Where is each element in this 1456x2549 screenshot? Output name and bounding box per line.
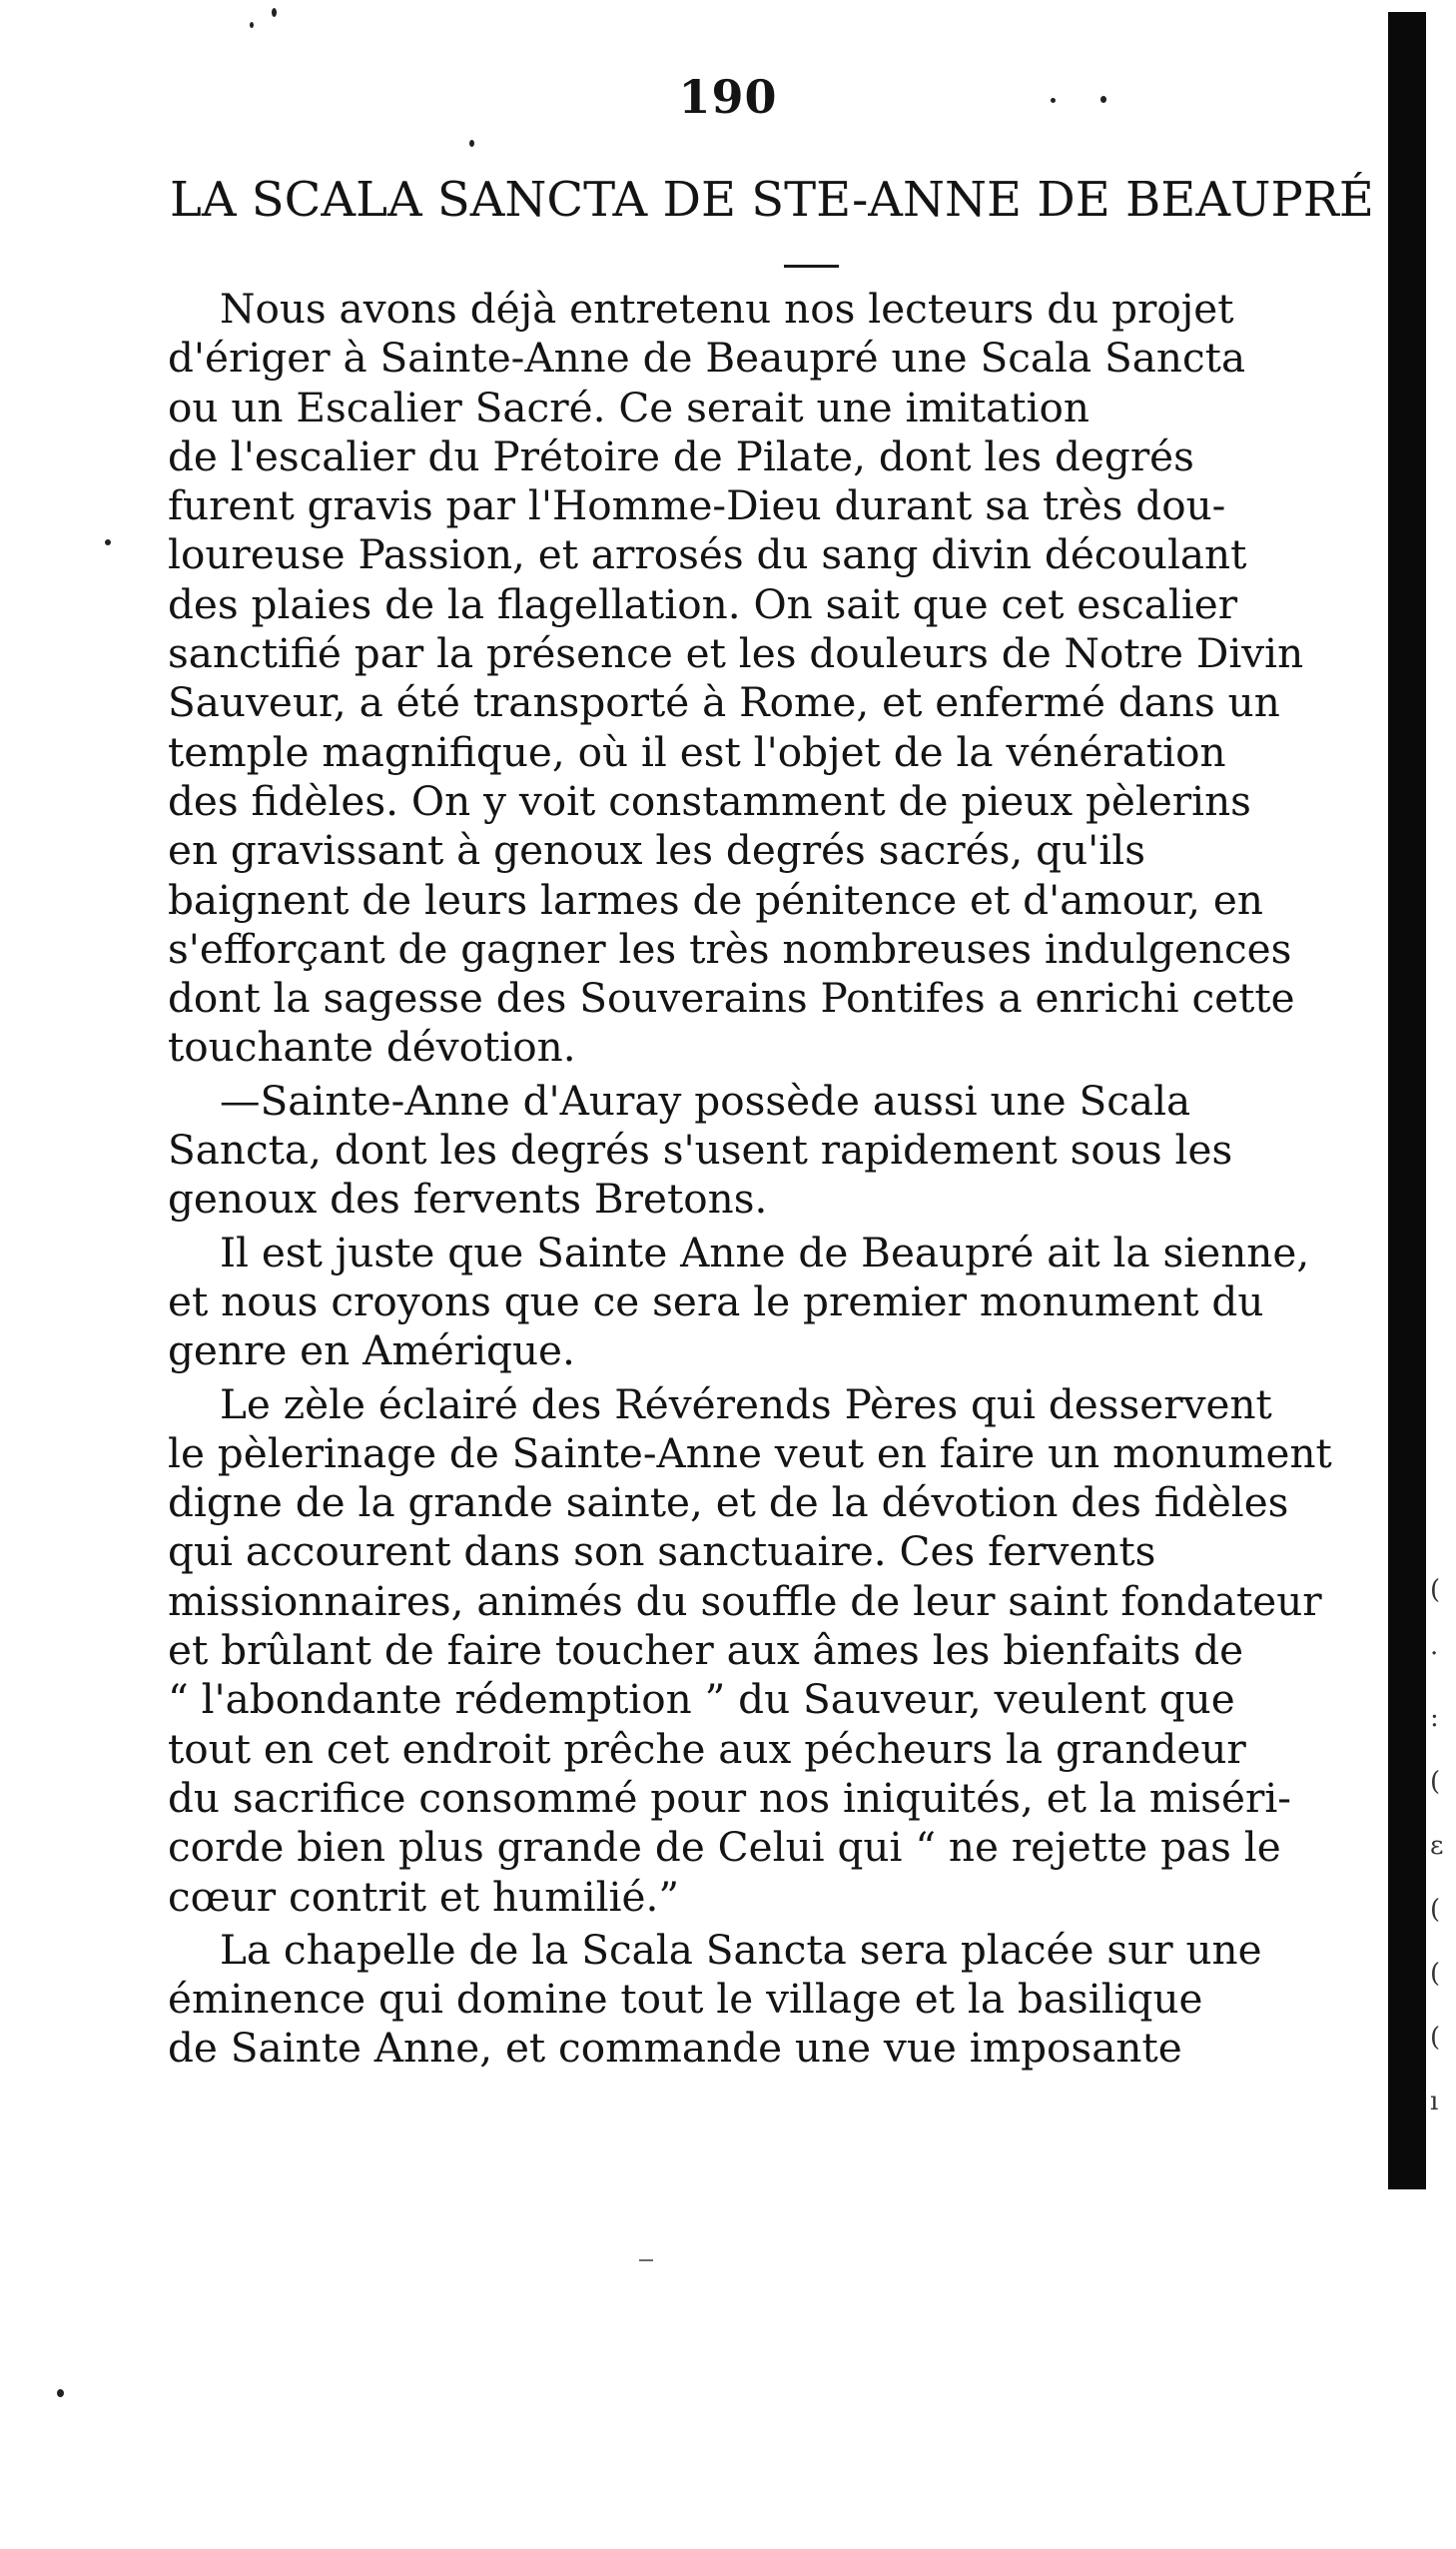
paragraph-1 [168, 285, 1388, 1073]
title-divider [784, 265, 839, 268]
ink-speck [1100, 96, 1106, 103]
paragraph-4 [168, 1380, 1388, 1922]
text-line: corde bien plus grande de Celui qui “ ne rejette pas le [168, 1823, 1281, 1872]
text-line: La chapelle de la Scala Sancta sera placée sur une [220, 1925, 1262, 1974]
ink-speck [105, 539, 111, 545]
article-body [168, 285, 1388, 2078]
text-line: des plaies de la flagellation. On sait que cet escalier [168, 579, 1238, 628]
text-line: genre en Amérique. [168, 1326, 575, 1375]
text-line: cœur contrit et humilié.” [168, 1872, 680, 1921]
text-line: Sauveur, a été transporté à Rome, et enfermé dans un [168, 678, 1280, 727]
text-line: baignent de leurs larmes de pénitence et d'amour, en [168, 875, 1263, 924]
text-line: digne de la grande sainte, et de la dévotion des fidèles [168, 1478, 1289, 1527]
text-line: touchante dévotion. [168, 1023, 576, 1072]
text-line: sanctifié par la présence et les douleurs de Notre Divin [168, 629, 1304, 678]
text-line: ou un Escalier Sacré. Ce serait une imitation [168, 383, 1090, 431]
text-line: loureuse Passion, et arrosés du sang divin découlant [168, 530, 1247, 579]
text-line: “ l'abondante rédemption ” du Sauveur, veulent que [168, 1675, 1235, 1724]
ink-speck [469, 140, 474, 147]
page-edge-shadow [1388, 12, 1426, 2189]
ink-speck [1051, 98, 1056, 103]
bottom-mark [639, 2259, 653, 2261]
paragraph-3 [168, 1229, 1388, 1376]
page-number: 190 [678, 70, 778, 124]
text-line: temple magnifique, où il est l'objet de la vénération [168, 727, 1226, 776]
text-line: Nous avons déjà entretenu nos lecteurs du projet [220, 285, 1234, 333]
text-line: et nous croyons que ce sera le premier monument du [168, 1276, 1264, 1325]
text-line: s'efforçant de gagner les très nombreuses indulgences [168, 924, 1292, 973]
ink-speck [250, 22, 254, 28]
text-line: éminence qui domine tout le village et la basilique [168, 1975, 1203, 2024]
text-line: genoux des fervents Bretons. [168, 1175, 768, 1224]
text-line: le pèlerinage de Sainte-Anne veut en faire un monument [168, 1428, 1332, 1477]
text-line: d'ériger à Sainte-Anne de Beaupré une Scala Sancta [168, 334, 1246, 383]
paragraph-5 [168, 1926, 1388, 2074]
text-line: du sacrifice consommé pour nos iniquités, et la miséri- [168, 1773, 1291, 1822]
text-line: tout en cet endroit prêche aux pécheurs la grandeur [168, 1724, 1246, 1773]
text-line: Sancta, dont les degrés s'usent rapidement sous les [168, 1126, 1233, 1175]
ink-speck [272, 8, 277, 17]
text-line: furent gravis par l'Homme-Dieu durant sa très dou- [168, 481, 1226, 530]
text-line: Il est juste que Sainte Anne de Beaupré ait la sienne, [220, 1228, 1310, 1276]
paragraph-2 [168, 1077, 1388, 1225]
text-line: missionnaires, animés du souffle de leur saint fondateur [168, 1576, 1322, 1625]
text-line: Le zèle éclairé des Révérends Pères qui desservent [220, 1379, 1272, 1428]
text-line: qui accourent dans son sanctuaire. Ces fervents [168, 1527, 1156, 1576]
text-line: en gravissant à genoux les degrés sacrés, qu'ils [168, 826, 1146, 875]
text-line: de l'escalier du Prétoire de Pilate, dont les degrés [168, 431, 1194, 480]
article-title: LA SCALA SANCTA DE STE-ANNE DE BEAUPRÉ [170, 172, 1374, 228]
text-line: de Sainte Anne, et commande une vue imposante [168, 2024, 1182, 2073]
text-line: des fidèles. On y voit constamment de pieux pèlerins [168, 776, 1251, 825]
text-line: et brûlant de faire toucher aux âmes les bienfaits de [168, 1626, 1244, 1675]
ink-speck [57, 2389, 64, 2397]
text-line: dont la sagesse des Souverains Pontifes a enrichi cette [168, 974, 1295, 1023]
text-line: —Sainte-Anne d'Auray possède aussi une Scala [220, 1076, 1191, 1125]
margin-marks: ( · : ( ɛ ( ( ( ı [1430, 1575, 1444, 2117]
